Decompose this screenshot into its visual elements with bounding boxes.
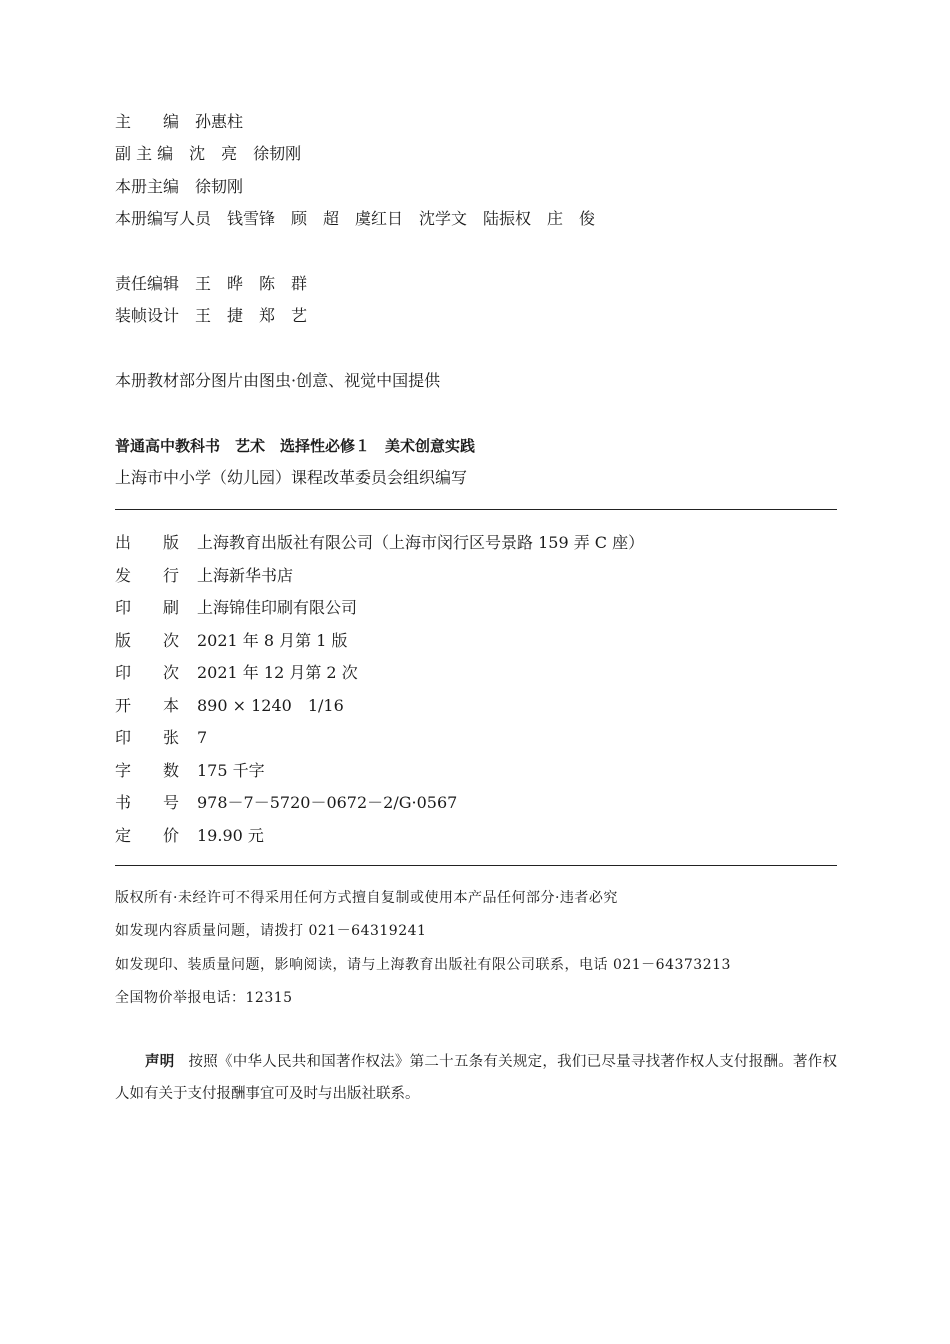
credit-writers: 本册编写人员 钱雪锋 顾 超 虞红日 沈学文 陆振权 庄 俊: [115, 209, 596, 228]
publication-row: [115, 761, 265, 781]
statement-text: 按照《中华人民共和国著作权法》第二十五条有关规定，我们已尽量寻找著作权人支付报酬。著作权人如有关于支付报酬事宜可及时与出版社联系。: [115, 1054, 838, 1102]
publication-label: 印 张: [115, 728, 180, 747]
divider-top: [115, 509, 837, 510]
publication-row: [115, 663, 358, 683]
publication-row: [115, 566, 293, 586]
publication-row: [115, 696, 344, 716]
publication-row: [115, 631, 348, 651]
publication-row: [115, 728, 207, 748]
book-organizer: 上海市中小学（幼儿园）课程改革委员会组织编写: [115, 468, 468, 487]
content-issue-notice: 如发现内容质量问题，请拨打 021－64319241: [115, 923, 427, 939]
publication-value: 上海教育出版社有限公司（上海市闵行区号景路 159 弄 C 座）: [197, 533, 645, 552]
publication-value: 19.90 元: [197, 825, 264, 845]
publication-label: 印 次: [115, 663, 180, 682]
publication-label: 印 刷: [115, 598, 180, 617]
credit-binding-design: 装帧设计 王 捷 郑 艺: [115, 306, 308, 325]
image-credit: 本册教材部分图片由图虫·创意、视觉中国提供: [115, 371, 441, 390]
publication-label: 定 价: [115, 825, 180, 845]
publication-value: 上海锦佳印刷有限公司: [197, 598, 358, 617]
book-title: 普通高中教科书 艺术 选择性必修１ 美术创意实践: [115, 437, 476, 455]
publication-label: 发 行: [115, 565, 180, 585]
publication-value: 890 × 1240 1/16: [197, 695, 344, 715]
publication-value: 978－7－5720－0672－2/G·0567: [197, 793, 458, 812]
publication-row: [115, 826, 264, 846]
publication-row: [115, 793, 457, 813]
publication-label: 出 版: [115, 533, 180, 552]
publication-label: 版 次: [115, 630, 180, 650]
statement-heading: 声明: [145, 1054, 175, 1070]
publication-value: 上海新华书店: [197, 565, 294, 585]
publication-value: 7: [197, 728, 208, 747]
publication-row: [115, 533, 644, 553]
publication-value: 175 千字: [197, 760, 265, 780]
publication-value: 2021 年 12 月第 2 次: [197, 663, 358, 682]
publication-label: 开 本: [115, 695, 180, 715]
publication-row: [115, 598, 357, 618]
print-issue-notice: 如发现印、装质量问题，影响阅读，请与上海教育出版社有限公司联系，电话 021－64373213: [115, 957, 731, 973]
divider-bottom: [115, 865, 837, 866]
credit-responsible-editors: 责任编辑 王 晔 陈 群: [115, 274, 308, 293]
publication-label: 字 数: [115, 760, 180, 780]
publication-label: 书 号: [115, 793, 180, 812]
publication-value: 2021 年 8 月第 1 版: [197, 630, 348, 650]
price-report-notice: 全国物价举报电话：12315: [115, 990, 293, 1006]
credit-deputy-editors: 副 主 编 沈 亮 徐韧刚: [115, 144, 302, 163]
statement: [115, 1046, 837, 1110]
credit-volume-editor: 本册主编 徐韧刚: [115, 177, 244, 196]
credit-chief-editor: 主 编 孙惠柱: [115, 112, 244, 131]
copyright-notice: 版权所有·未经许可不得采用任何方式擅自复制或使用本产品任何部分·违者必究: [115, 890, 618, 906]
